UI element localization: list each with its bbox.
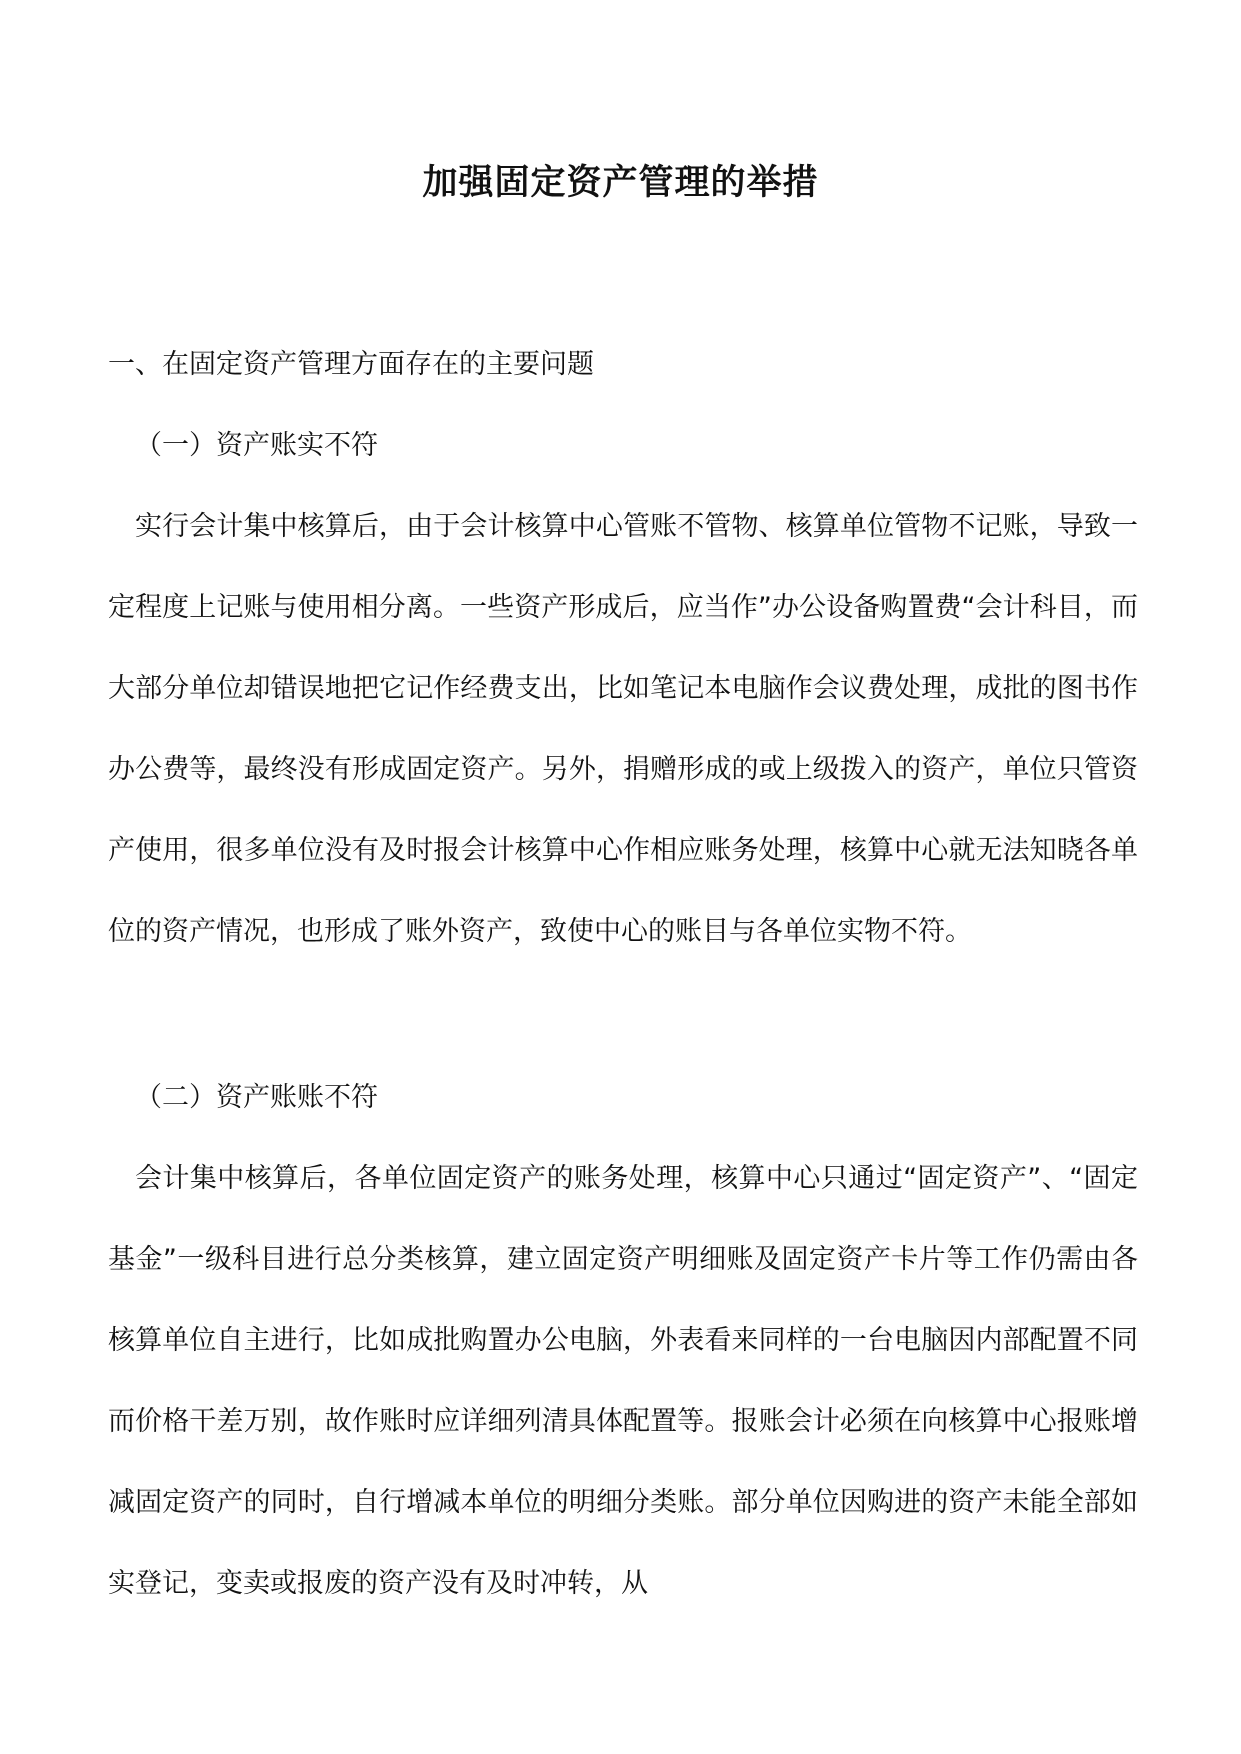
section-heading: 一、在固定资产管理方面存在的主要问题 [108,349,594,380]
paragraph-1: 实行会计集中核算后，由于会计核算中心管账不管物、核算单位管物不记账，导致一定程度上记账与使用相分离。一些资产形成后，应当作”办公设备购置费“会计科目，而大部分单位却错误地把它记作经费支出，比如笔记本电脑作会议费处理，成批的图书作办公费等，最终没有形成固定资产。另外，捐赠形成的或上级拨入的资产，单位只管资产使用，很多单位没有及时报会计核算中心作相应账务处理，核算中心就无法知晓各单位的资产情况，也形成了账外资产，致使中心的账目与各单位实物不符。 [108,511,1138,947]
subsection-heading-1: （一）资产账实不符 [135,430,378,461]
paragraph-2: 会计集中核算后，各单位固定资产的账务处理，核算中心只通过“固定资产”、“固定基金”一级科目进行总分类核算，建立固定资产明细账及固定资产卡片等工作仍需由各核算单位自主进行，比如成批购置办公电脑，外表看来同样的一台电脑因内部配置不同而价格干差万别，故作账时应详细列清具体配置等。报账会计必须在向核算中心报账增减固定资产的同时，自行增减本单位的明细分类账。部分单位因购进的资产未能全部如实登记，变卖或报废的资产没有及时冲转，从 [108,1163,1138,1599]
document-title: 加强固定资产管理的举措 [422,162,819,203]
subsection-heading-2: （二）资产账账不符 [135,1082,378,1113]
